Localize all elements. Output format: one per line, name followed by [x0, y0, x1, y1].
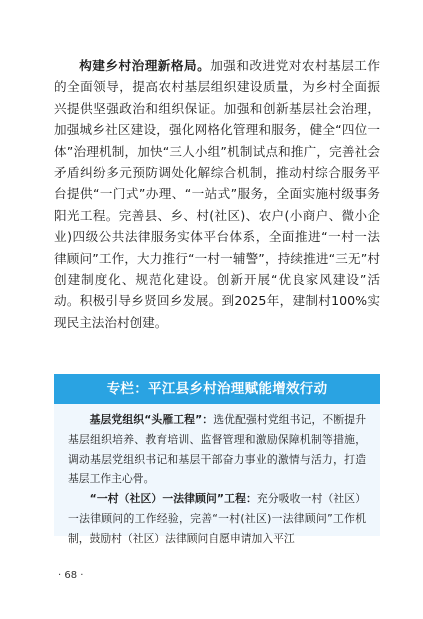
main-paragraph	[54, 55, 380, 333]
box-item-text: 选优配强村党组书记，不断提升基层组织培养、教育培训、监督管理和激励保障机制等措施，调动基层党组织书记和基层干部奋力事业的激情与活力，打造基层工作主心骨。	[68, 413, 366, 486]
box-item-text: 充分吸收一村（社区）一法律顾问的工作经验，完善“一村(社区)一法律顾问”工作机制，鼓励村（社区）法律顾问自愿申请加入平江	[68, 492, 366, 545]
box-item-lead: “一村（社区）一法律顾问”工程：	[89, 492, 257, 506]
page-number: · 68 ·	[58, 570, 84, 581]
box-item	[68, 489, 366, 548]
box-item	[68, 410, 366, 489]
box-item-lead: 基层党组织“头雁工程”：	[89, 413, 214, 426]
paragraph-lead: 构建乡村治理新格局。	[79, 58, 211, 73]
box-title: 专栏：平江县乡村治理赋能增效行动	[54, 374, 380, 404]
box-body	[54, 404, 380, 549]
paragraph-body: 加强和改进党对农村基层工作的全面领导，提高农村基层组织建设质量，为乡村全面振兴提供坚强政治和组织保证。加强和创新基层社会治理，加强城乡社区建设，强化网格化管理和服务，健全“四位一体”治理机制，加快“三人小组”机制试点和推广，完善社会矛盾纠纷多元预防调处化解综合机制，推动村综合服务平台提供“一门式”办理、“一站式”服务，全面实施村级事务阳光工程。完善县、乡、村(社区)、农户(小商户、微小企业)四级公共法律服务实体平台体系，全面推进“一村一法律顾问”工作，大力推行“一村一辅警”，持续推进“三无”村创建制度化、规范化建设。创新开展“优良家风建设”活动。积极引导乡贤回乡发展。到2025年，建制村100%实现民主法治村创建。	[54, 58, 381, 330]
sidebar-box	[54, 374, 380, 545]
